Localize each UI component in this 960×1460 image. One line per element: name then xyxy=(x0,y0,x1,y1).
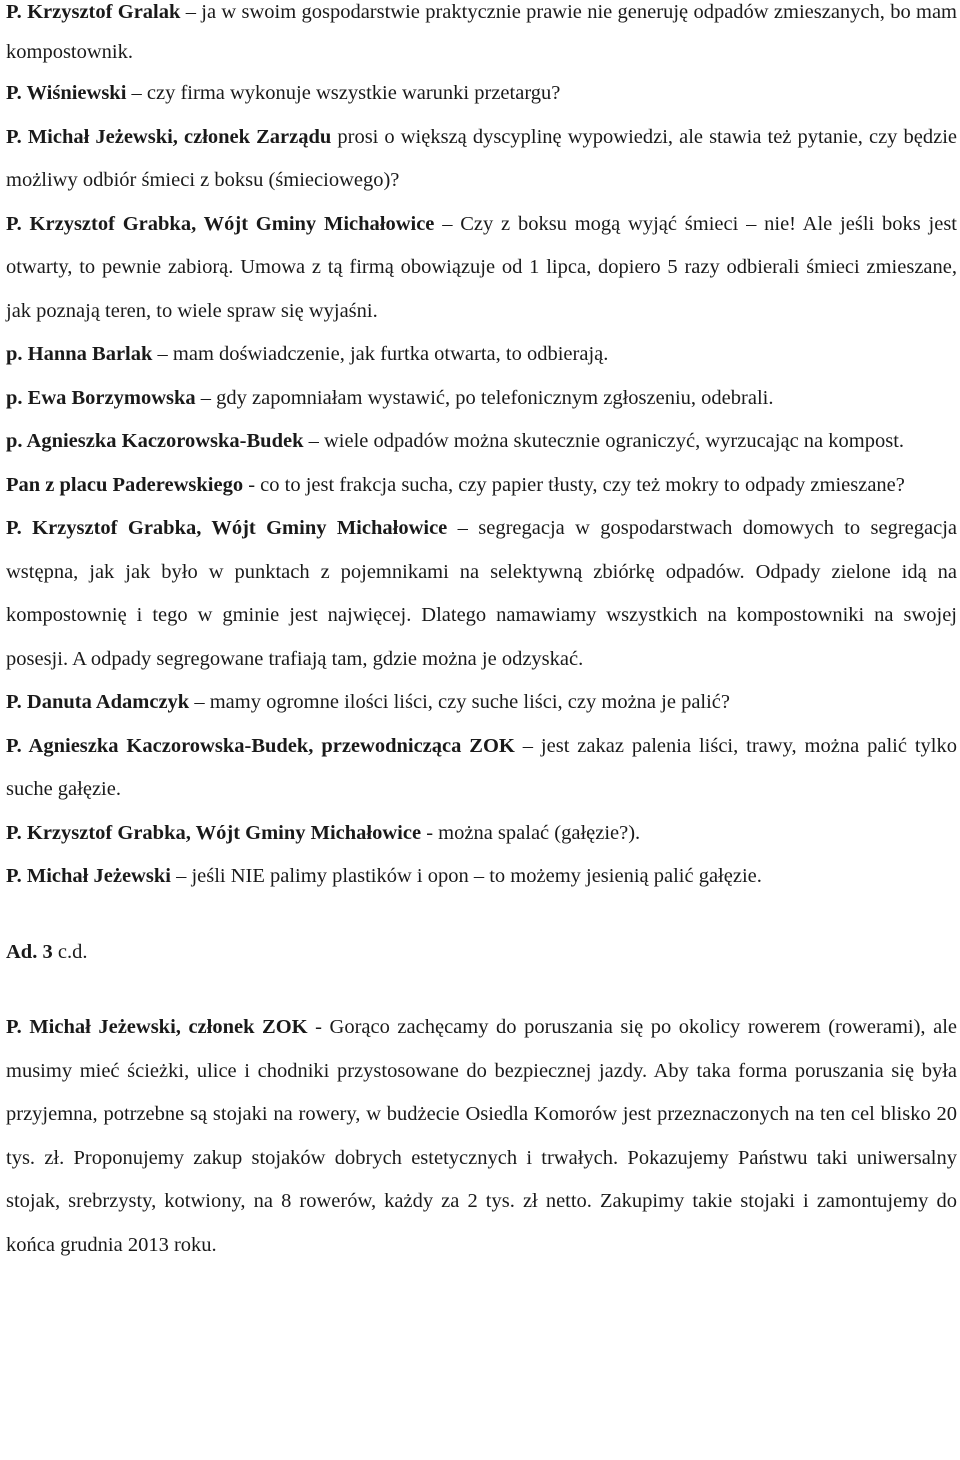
speaker-name: p. Agnieszka Kaczorowska-Budek xyxy=(6,430,304,452)
speaker-name: P. Krzysztof Gralak xyxy=(6,1,181,23)
transcript-paragraph xyxy=(6,1006,957,1267)
transcript-paragraph xyxy=(6,116,957,203)
paragraph-text: – wiele odpadów można skutecznie ograniczyć, wyrzucając na kompost. xyxy=(303,430,905,452)
speaker-name: P. Danuta Adamczyk xyxy=(6,691,190,713)
transcript-paragraph xyxy=(6,203,957,334)
speaker-name: P. Michał Jeżewski xyxy=(6,865,171,887)
speaker-name: P. Michał Jeżewski, członek ZOK xyxy=(6,1016,308,1038)
transcript-paragraph xyxy=(6,725,957,812)
speaker-name: P. Michał Jeżewski, członek Zarządu xyxy=(6,125,332,148)
paragraph-text: – gdy zapomniałam wystawić, po telefonicznym zgłoszeniu, odebrali. xyxy=(195,386,774,409)
transcript-paragraph xyxy=(6,377,957,421)
paragraph-text: – czy firma wykonuje wszystkie warunki przetargu? xyxy=(126,82,561,104)
agenda-item-label: Ad. 3 xyxy=(6,940,53,963)
paragraph-text: – mam doświadczenie, jak furtka otwarta, to odbierają. xyxy=(152,343,609,365)
speaker-name: P. Agnieszka Kaczorowska-Budek, przewodnicząca ZOK xyxy=(6,734,515,757)
transcript-paragraph xyxy=(6,72,957,116)
paragraph-text: - można spalać (gałęzie?). xyxy=(421,821,641,844)
speaker-name: P. Wiśniewski xyxy=(6,82,127,104)
blank-line xyxy=(6,974,957,1006)
speaker-name: p. Hanna Barlak xyxy=(6,343,153,365)
paragraph-text: - Gorąco zachęcamy do poruszania się po okolicy rowerem (rowerami), ale musimy mieć ścieżki, ulice i chodniki przystosowane do bezpiecznej jazdy. Aby taka forma poruszania się była przyjemna, potrzebne są stojaki na rowery, w budżecie Osiedla Komorów jest przeznaczonych na ten cel blisko 20 tys. zł. Proponujemy zakup stojaków dobrych estetycznych i trwałych. Pokazujemy Państwu taki uniwersalny stojak, srebrzysty, kotwiony, na 8 rowerów, każdy za 2 tys. zł netto. Zakupimy takie stojaki i zamontujemy do końca grudnia 2013 roku. xyxy=(6,1016,957,1256)
agenda-item-heading xyxy=(6,931,957,975)
paragraph-text: – jest zakaz palenia liści, trawy, można palić tylko suche gałęzie. xyxy=(6,734,957,800)
transcript-paragraph xyxy=(6,464,957,508)
speaker-name: p. Ewa Borzymowska xyxy=(6,386,196,409)
paragraph-text: – ja w swoim gospodarstwie praktycznie prawie nie generuję odpadów zmieszanych, bo mam kompostownik. xyxy=(6,1,957,63)
speaker-name: P. Krzysztof Grabka, Wójt Gminy Michałowice xyxy=(6,212,435,235)
transcript-paragraph xyxy=(6,812,957,856)
speaker-name: Pan z placu Paderewskiego xyxy=(6,473,244,496)
transcript-paragraph xyxy=(6,420,957,464)
paragraph-text: - co to jest frakcja sucha, czy papier tłusty, czy też mokry to odpady zmieszane? xyxy=(243,473,905,496)
paragraph-text: – jeśli NIE palimy plastików i opon – to możemy jesienią palić gałęzie. xyxy=(170,865,762,887)
transcript-paragraph xyxy=(6,855,957,899)
agenda-item-text: c.d. xyxy=(52,940,88,963)
transcript-paragraph xyxy=(6,681,957,725)
paragraph-text: prosi o większą dyscyplinę wypowiedzi, ale stawia też pytanie, czy będzie możliwy odbiór śmieci z boksu (śmieciowego)? xyxy=(6,125,957,191)
transcript-paragraph xyxy=(6,507,957,681)
transcript-paragraph xyxy=(6,0,957,72)
transcript-paragraph xyxy=(6,333,957,377)
paragraph-text: – Czy z boksu mogą wyjąć śmieci – nie! Ale jeśli boks jest otwarty, to pewnie zabiorą. Umowa z tą firmą obowiązuje od 1 lipca, dopiero 5 razy odbierali śmieci zmieszane, jak poznają teren, to wiele spraw się wyjaśni. xyxy=(6,212,957,322)
speaker-name: P. Krzysztof Grabka, Wójt Gminy Michałowice xyxy=(6,821,422,844)
speaker-name: P. Krzysztof Grabka, Wójt Gminy Michałowice xyxy=(6,517,448,539)
blank-line xyxy=(6,899,957,931)
paragraph-text: – segregacja w gospodarstwach domowych to segregacja wstępna, jak jak było w punktach z pojemnikami na selektywną zbiórkę odpadów. Odpady zielone idą na kompostownię i tego w gminie jest najwięcej. Dlatego namawiamy wszystkich na kompostowniki na swojej posesji. A odpady segregowane trafiają tam, gdzie można je odzyskać. xyxy=(6,517,957,670)
paragraph-text: – mamy ogromne ilości liści, czy suche liści, czy można je palić? xyxy=(189,691,731,713)
